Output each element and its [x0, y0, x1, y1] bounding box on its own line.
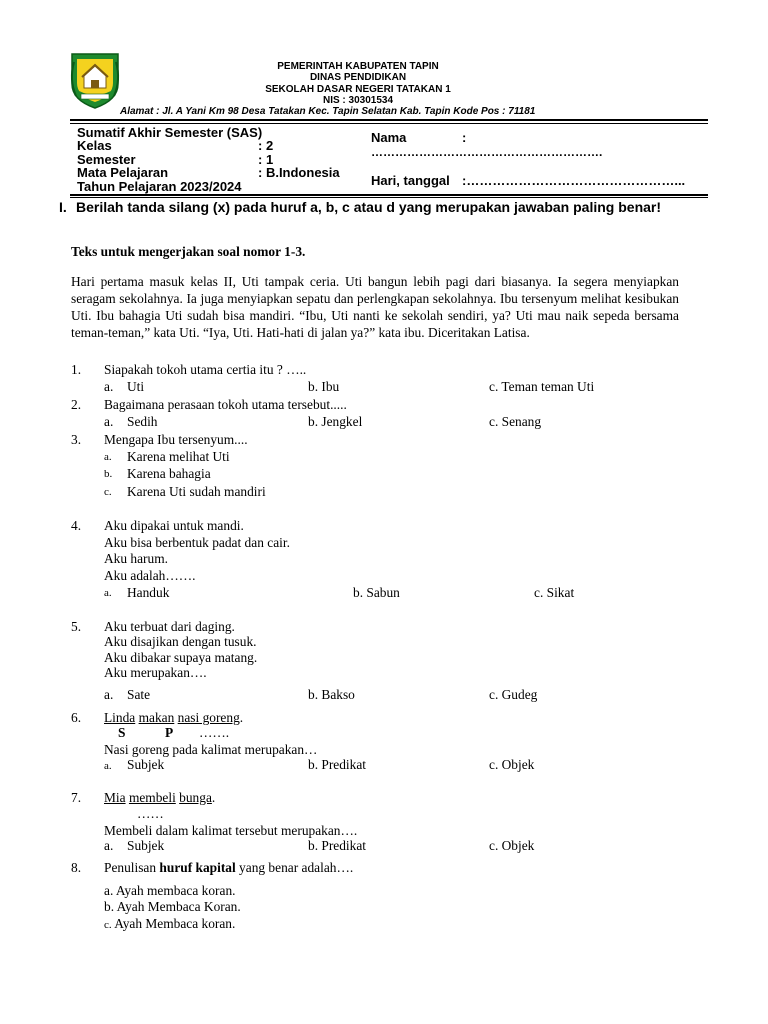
tahun-pelajaran: Tahun Pelajaran 2023/2024: [77, 179, 242, 194]
header-line-2: DINAS PENDIDIKAN: [309, 72, 407, 83]
header-line-4: NIS : 30301534: [322, 95, 394, 106]
q7-number: 7.: [71, 790, 82, 805]
q3-option-b[interactable]: Karena bahagia: [127, 466, 211, 481]
hari-tanggal-field[interactable]: :…………………………………………...: [462, 173, 686, 188]
q6-option-a[interactable]: Subjek: [127, 757, 165, 772]
q8-text-post: yang benar adalah….: [235, 860, 354, 875]
q8-text: [104, 859, 353, 876]
header-line-1: PEMERINTAH KABUPATEN TAPIN: [277, 61, 439, 72]
q7-period: .: [211, 790, 216, 805]
q1-option-c[interactable]: c. Teman teman Uti: [489, 379, 595, 394]
nama-field[interactable]: ………………………………………………….: [371, 145, 603, 159]
q1-option-b[interactable]: b. Ibu: [308, 379, 340, 394]
kelas-value: : 2: [258, 138, 274, 153]
q4-option-a[interactable]: Handuk: [127, 585, 170, 600]
passage-heading: Teks untuk mengerjakan soal nomor 1-3.: [71, 244, 306, 259]
kelas-label: Kelas: [77, 138, 112, 153]
q4-line-4: Aku adalah…….: [104, 568, 196, 583]
q7-option-c[interactable]: c. Objek: [489, 838, 535, 853]
info-rule-thin: [70, 197, 708, 198]
q8-text-pre: Penulisan: [104, 860, 160, 875]
q7-sentence: [104, 789, 215, 806]
q2-option-b[interactable]: b. Jengkel: [308, 414, 363, 429]
q4-line-1: Aku dipakai untuk mandi.: [104, 518, 244, 533]
q7-word-predicate: membeli: [128, 790, 176, 805]
q5-option-a-letter: a.: [104, 687, 114, 702]
q3-option-a[interactable]: Karena melihat Uti: [127, 449, 230, 464]
semester-value: : 1: [258, 152, 274, 167]
q4-option-c[interactable]: c. Sikat: [534, 585, 575, 600]
q3-number: 3.: [71, 432, 82, 447]
q6-option-c[interactable]: c. Objek: [489, 757, 535, 772]
q5-line-3: Aku dibakar supaya matang.: [104, 650, 258, 665]
q2-number: 2.: [71, 397, 82, 412]
q6-text: Nasi goreng pada kalimat merupakan…: [104, 742, 318, 757]
q5-option-a[interactable]: Sate: [127, 687, 151, 702]
q2-option-a-letter: a.: [104, 414, 114, 429]
q6-period: .: [239, 710, 244, 725]
nama-label: Nama: [371, 130, 407, 145]
school-address: Alamat : Jl. A Yani Km 98 Desa Tatakan Kec. Tapin Selatan Kab. Tapin Kode Pos : 71181: [120, 106, 536, 117]
mapel-value: : B.Indonesia: [258, 165, 340, 180]
semester-label: Semester: [77, 152, 136, 167]
q4-line-3: Aku harum.: [104, 551, 168, 566]
q4-option-a-letter: a.: [104, 587, 112, 599]
q8-option-a[interactable]: a. Ayah membaca koran.: [104, 883, 236, 898]
q1-text: Siapakah tokoh utama certia itu ? …..: [104, 362, 307, 377]
instruction-text: Berilah tanda silang (x) pada huruf a, b, c atau d yang merupakan jawaban paling benar!: [76, 199, 662, 215]
q6-label-s: S: [118, 725, 126, 740]
reading-passage: Hari pertama masuk kelas II, Uti tampak ceria. Uti bangun lebih pagi dari biasanya. Ia segera menyiapkan seragam sekolahnya. Ia juga menyiapkan sepatu dan perlengkapan sekolahnya. Ibu tersenyum melihat kesibukan Uti. Ibu bahagia Uti sudah bisa mandiri. “Ibu, Uti nanti ke sekolah sendiri, ya? Uti mau naik sepeda bersama teman-teman,” kata Uti. “Iya, Uti. Hati-hati di jalan ya?” kata ibu. Diceritakan Latisa.: [71, 274, 679, 340]
q2-text: Bagaimana perasaan tokoh utama tersebut.....: [104, 397, 347, 412]
q5-option-b[interactable]: b. Bakso: [308, 687, 355, 702]
q7-option-b[interactable]: b. Predikat: [308, 838, 367, 853]
hari-tanggal-label: Hari, tanggal: [371, 173, 450, 188]
q7-word-object: bunga: [179, 790, 212, 805]
q6-word-object: nasi goreng: [177, 710, 240, 725]
q8-number: 8.: [71, 860, 82, 875]
q2-option-c[interactable]: c. Senang: [489, 414, 542, 429]
q5-line-2: Aku disajikan dengan tusuk.: [104, 634, 257, 649]
q7-option-a[interactable]: Subjek: [127, 838, 165, 853]
instruction: [59, 199, 706, 215]
instruction-number: I.: [59, 199, 67, 215]
q6-word-predicate: makan: [138, 710, 175, 725]
q8-option-c-text: Ayah Membaca koran.: [111, 916, 236, 931]
q1-option-a[interactable]: Uti: [127, 379, 145, 394]
q4-option-b[interactable]: b. Sabun: [353, 585, 400, 600]
info-rule-thick: [70, 194, 708, 196]
header-line-3: SEKOLAH DASAR NEGERI TATAKAN 1: [265, 84, 451, 95]
q6-option-b[interactable]: b. Predikat: [308, 757, 367, 772]
exam-title: Sumatif Akhir Semester (SAS): [77, 125, 263, 140]
q6-blank[interactable]: …….: [199, 725, 230, 740]
q8-text-bold: huruf kapital: [159, 860, 236, 875]
q5-line-1: Aku terbuat dari daging.: [104, 619, 235, 634]
q7-option-a-letter: a.: [104, 838, 114, 853]
q1-option-a-letter: a.: [104, 379, 114, 394]
q5-number: 5.: [71, 619, 82, 634]
q3-option-b-letter: b.: [104, 468, 113, 480]
q3-option-c[interactable]: Karena Uti sudah mandiri: [127, 484, 266, 499]
q4-line-2: Aku bisa berbentuk padat dan cair.: [104, 535, 290, 550]
q4-number: 4.: [71, 518, 82, 533]
q7-blank[interactable]: ……: [137, 806, 164, 821]
q3-text: Mengapa Ibu tersenyum....: [104, 432, 248, 447]
q5-line-4: Aku merupakan….: [104, 665, 207, 680]
q6-number: 6.: [71, 710, 82, 725]
q8-option-c-letter: c.: [104, 919, 112, 931]
regency-crest-icon: [66, 50, 124, 110]
q8-option-b[interactable]: b. Ayah Membaca Koran.: [104, 899, 241, 914]
q6-option-a-letter: a.: [104, 760, 112, 772]
q7-word-subject: Mia: [104, 790, 126, 805]
q7-text: Membeli dalam kalimat tersebut merupakan….: [104, 823, 358, 838]
header-rule-thin: [70, 123, 708, 124]
q6-word-subject: Linda: [104, 710, 136, 725]
header-rule-thick: [70, 119, 708, 121]
q3-option-a-letter: a.: [104, 451, 112, 463]
q1-number: 1.: [71, 362, 82, 377]
q6-label-p: P: [165, 725, 174, 740]
q2-option-a[interactable]: Sedih: [127, 414, 158, 429]
q8-option-c[interactable]: [104, 915, 235, 934]
nama-colon: :: [462, 130, 467, 145]
q5-option-c[interactable]: c. Gudeg: [489, 687, 538, 702]
mapel-label: Mata Pelajaran: [77, 165, 169, 180]
q3-option-c-letter: c.: [104, 486, 112, 498]
